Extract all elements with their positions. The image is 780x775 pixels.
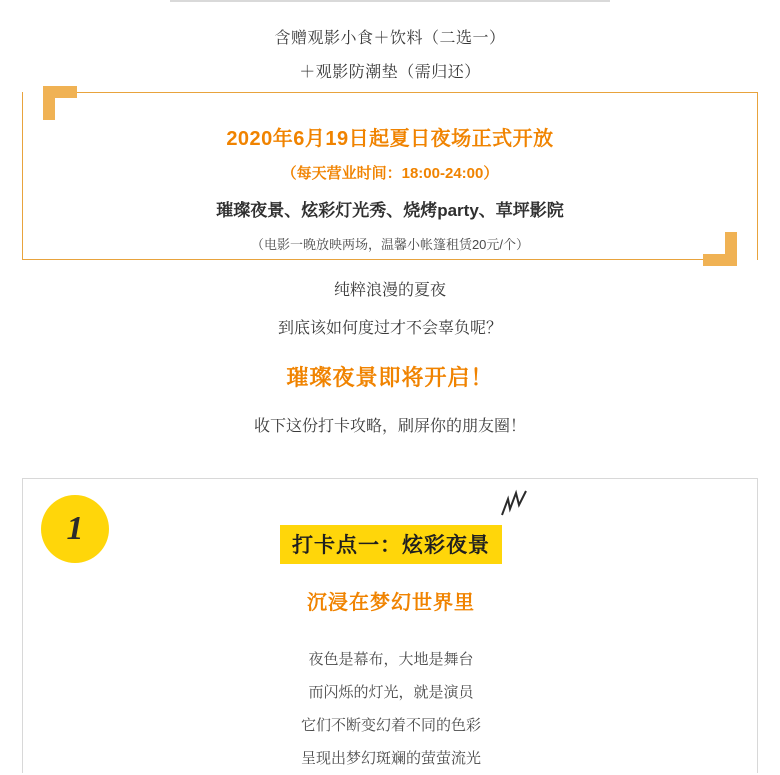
middle-block <box>0 272 780 446</box>
announcement-content <box>22 92 758 253</box>
top-divider <box>170 0 610 2</box>
poem-line-1: 夜色是幕布，大地是舞台 <box>308 651 474 668</box>
middle-line-1: 纯粹浪漫的夏夜 <box>333 282 446 299</box>
section-body <box>23 479 759 775</box>
announcement-features: 璀璨夜景、炫彩灯光秀、烧烤party、草坪影院 <box>216 201 564 220</box>
announcement-box <box>22 92 758 260</box>
announcement-note: （电影一晚放映两场，温馨小帐篷租赁20元/个） <box>250 237 530 252</box>
announcement-headline: 2020年6月19日起夏日夜场正式开放 <box>226 128 554 150</box>
intro-block <box>0 22 780 90</box>
section-title-wrap <box>280 525 502 564</box>
middle-line-2: 到底该如何度过才不会辜负呢？ <box>277 320 502 337</box>
middle-line-3: 收下这份打卡攻略，刷屏你的朋友圈！ <box>253 418 526 435</box>
section-title: 打卡点一：炫彩夜景 <box>280 525 502 564</box>
middle-highlight: 璀璨夜景即将开启！ <box>286 365 494 390</box>
section-subtitle: 沉浸在梦幻世界里 <box>307 592 475 614</box>
poem-line-3: 它们不断变幻着不同的色彩 <box>300 717 481 734</box>
section-number-label: 1 <box>66 510 84 547</box>
section-poem <box>23 643 759 775</box>
intro-line-1: 含赠观影小食＋饮料（二选一） <box>274 30 506 47</box>
section-card-1 <box>22 478 758 773</box>
poem-line-4: 呈现出梦幻斑斓的萤萤流光 <box>300 750 481 767</box>
announcement-hours: （每天营业时间：18:00-24:00） <box>281 165 499 182</box>
poem-line-2: 而闪烁的灯光，就是演员 <box>308 684 474 701</box>
intro-line-2: ＋观影防潮垫（需归还） <box>299 64 481 81</box>
sparkle-icon <box>496 485 536 525</box>
frame-bottom-line <box>22 259 730 260</box>
